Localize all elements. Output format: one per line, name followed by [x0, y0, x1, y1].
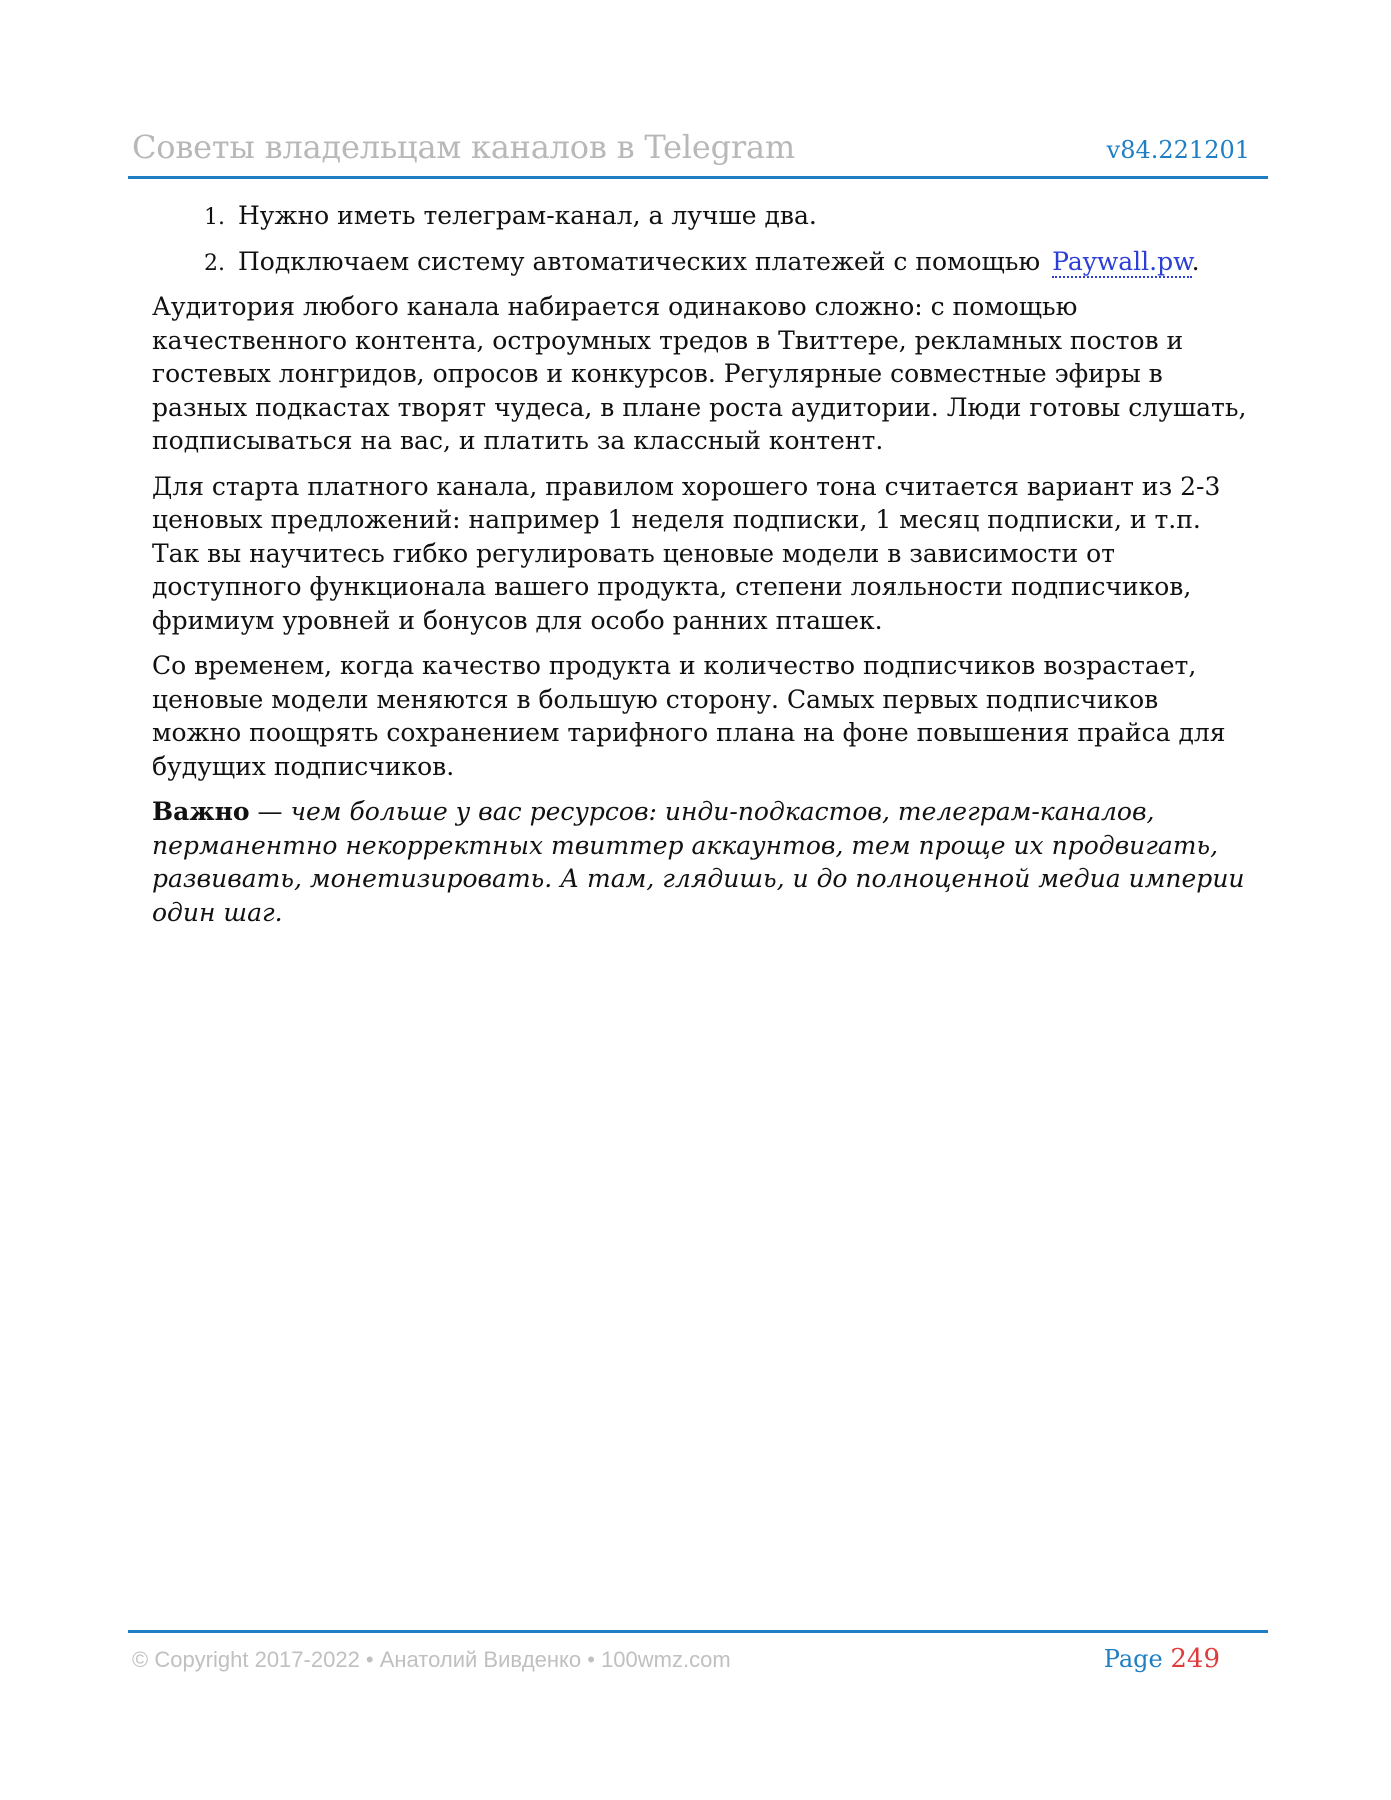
page-header: [128, 128, 1268, 179]
note-separator: —: [249, 797, 291, 826]
steps-list: [152, 199, 1247, 278]
paragraph-pricing-changes: Со временем, когда качество продукта и количество подписчиков возрастает, ценовые модели меняются в большую сторону. Самых первых подписчиков можно поощрять сохранением тарифного плана на фоне повышения прайса для будущих подписчиков.: [152, 651, 1226, 781]
page-indicator: [1104, 1644, 1220, 1674]
page-content: [152, 199, 1247, 941]
list-item: [232, 199, 1247, 233]
page-footer: [128, 1630, 1268, 1674]
copyright: © Copyright 2017-2022 • Анатолий Вивденко • 100wmz.com: [132, 1647, 731, 1672]
list-item: [232, 245, 1247, 279]
important-label: Важно: [152, 797, 250, 826]
important-note: [152, 795, 1247, 929]
paragraph-pricing-options: Для старта платного канала, правилом хорошего тона считается вариант из 2-3 ценовых предложений: например 1 неделя подписки, 1 месяц подписки, и т.п. Так вы научитесь гибко регулировать ценовые модели в зависимости от доступного функционала вашего продукта, степени лояльности подписчиков, фримиум уровней и бонусов для особо ранних пташек.: [152, 471, 1221, 635]
list-item-punctuation: .: [1191, 246, 1200, 276]
document-title: Советы владельцам каналов в Telegram: [132, 128, 796, 166]
document-version: v84.221201: [1106, 136, 1250, 164]
paywall-link[interactable]: Paywall.pw: [1052, 246, 1192, 276]
paragraph-audience: Аудитория любого канала набирается одинаково сложно: с помощью качественного контента, остроумных тредов в Твиттере, рекламных постов и гостевых лонгридов, опросов и конкурсов. Регулярные совместные эфиры в разных подкастах творят чудеса, в плане роста аудитории. Люди готовы слушать, подписываться на вас, и платить за классный контент.: [152, 292, 1247, 455]
list-item-text: Подключаем систему автоматических платежей с помощью: [238, 246, 1041, 276]
list-item-text: Нужно иметь телеграм-канал, а лучше два.: [238, 201, 817, 230]
page-label: Page: [1103, 1645, 1163, 1673]
important-text: чем больше у вас ресурсов: инди-подкастов, телеграм-каналов, перманентно некорректных твиттер аккаунтов, тем проще их продвигать, развивать, монетизировать. А там, глядишь, и до полноценной медиа империи один шаг.: [152, 797, 1245, 927]
page-number: 249: [1170, 1644, 1220, 1674]
